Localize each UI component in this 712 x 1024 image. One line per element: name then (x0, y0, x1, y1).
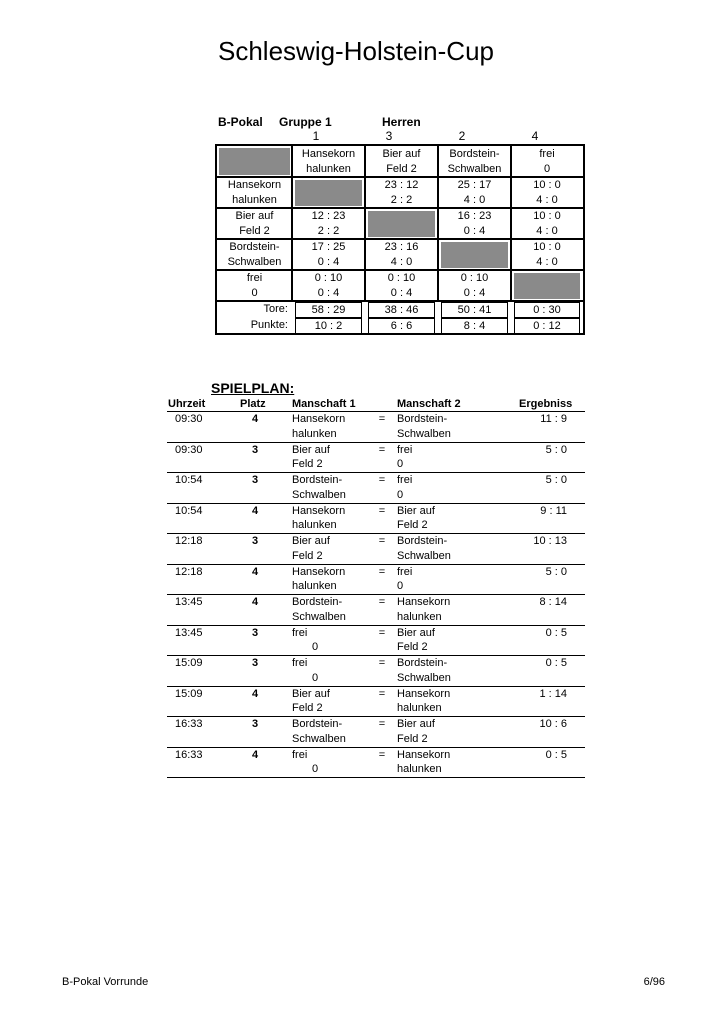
versus-sign: = (378, 504, 386, 517)
team2-line2: Schwalben (397, 427, 451, 440)
team2-line1: frei (397, 565, 413, 578)
team2-line1: Bier auf (397, 626, 435, 639)
team1-line1: frei (292, 626, 308, 639)
uhrzeit-header: Uhrzeit (168, 398, 206, 410)
punkte-value: 10 : 2 (295, 318, 362, 334)
platz-header: Platz (240, 398, 266, 410)
match-platz: 3 (251, 657, 259, 669)
match-points: 4 : 0 (463, 194, 486, 206)
match-points: 0 : 4 (463, 287, 486, 299)
team2-line2: halunken (397, 610, 442, 623)
match-points: 0 : 4 (463, 225, 486, 237)
schedule-row (167, 656, 585, 687)
team2-line1: frei (397, 443, 413, 456)
column-team-name: Feld 2 (386, 163, 417, 175)
team2-line1: Bordstein- (397, 535, 448, 547)
match-result: 5 : 0 (545, 565, 567, 578)
versus-sign: = (378, 718, 386, 730)
match-result: 1 : 14 (539, 687, 567, 700)
match-score: 10 : 0 (533, 241, 561, 253)
manschaft2-header: Manschaft 2 (397, 398, 461, 410)
match-result: 11 : 9 (540, 413, 567, 425)
tore-value: 50 : 41 (441, 302, 508, 318)
team1-line1: Bordstein- (292, 718, 343, 730)
row-team-name: Bier auf (235, 210, 274, 222)
match-points: 0 : 4 (390, 287, 413, 299)
team2-line2: Schwalben (397, 671, 451, 684)
match-platz: 3 (251, 474, 259, 486)
footer-left: B-Pokal Vorrunde (62, 976, 149, 988)
column-team-name: frei (539, 148, 555, 160)
match-points: 4 : 0 (536, 256, 558, 268)
match-platz: 3 (251, 626, 259, 639)
match-score: 0 : 10 (314, 272, 343, 284)
team2-line1: Hansekorn (397, 687, 451, 700)
match-score: 16 : 23 (457, 210, 492, 222)
grid-vline (510, 146, 512, 301)
column-number: 1 (312, 129, 320, 143)
diagonal-grey-cell (514, 273, 580, 299)
manschaft1-header: Manschaft 1 (292, 398, 356, 410)
team1-line2: halunken (292, 580, 337, 592)
schedule-row (167, 473, 585, 504)
pokal-label: B-Pokal (218, 115, 263, 129)
match-time: 15:09 (175, 657, 203, 669)
team1-line2: Schwalben (292, 488, 346, 501)
column-number: 2 (458, 129, 466, 143)
schedule-row (167, 565, 585, 596)
team2-line1: frei (397, 474, 413, 486)
column-team-name: Bier auf (382, 148, 421, 160)
match-platz: 4 (251, 504, 259, 517)
schedule-row (167, 626, 585, 657)
match-score: 0 : 10 (387, 272, 416, 284)
match-score: 10 : 0 (533, 210, 561, 222)
schedule-row (167, 748, 585, 779)
team2-line2: halunken (397, 702, 442, 714)
match-points: 4 : 0 (390, 256, 413, 268)
team1-line1: Hansekorn (292, 504, 346, 517)
grid-hline (217, 176, 583, 178)
schedule-table (167, 411, 585, 778)
match-platz: 4 (251, 687, 259, 700)
match-result: 5 : 0 (545, 443, 567, 456)
column-team-name: 0 (543, 163, 551, 175)
match-points: 4 : 0 (536, 194, 558, 206)
match-platz: 4 (251, 413, 259, 425)
punkte-label: Punkte: (250, 319, 288, 331)
versus-sign: = (378, 443, 386, 456)
column-number: 3 (385, 129, 393, 143)
team1-line2: Feld 2 (292, 702, 323, 714)
row-team-name: Hansekorn (227, 179, 282, 191)
match-points: 0 : 4 (317, 256, 340, 268)
standings-table (215, 144, 585, 335)
match-platz: 3 (251, 535, 259, 547)
spielplan-title: SPIELPLAN: (211, 380, 295, 396)
row-team-name: Feld 2 (239, 225, 270, 237)
versus-sign: = (378, 565, 386, 578)
match-time: 09:30 (175, 443, 203, 456)
team1-line2: 0 (312, 671, 319, 684)
match-score: 17 : 25 (311, 241, 346, 253)
match-result: 10 : 13 (533, 535, 567, 547)
column-team-name: halunken (306, 163, 351, 175)
row-team-name: frei (246, 272, 263, 284)
diagonal-grey-cell (295, 180, 362, 206)
match-result: 0 : 5 (545, 626, 567, 639)
match-points: 2 : 2 (317, 225, 340, 237)
tore-value: 38 : 46 (368, 302, 435, 318)
herren-label: Herren (382, 115, 421, 129)
match-result: 0 : 5 (545, 657, 567, 669)
team1-line2: halunken (292, 519, 337, 531)
match-result: 10 : 6 (539, 718, 567, 730)
match-platz: 3 (251, 718, 259, 730)
match-time: 13:45 (175, 626, 203, 639)
match-score: 25 : 17 (457, 179, 492, 191)
schedule-row (167, 412, 585, 443)
team2-line1: Bier auf (397, 718, 435, 730)
tore-label: Tore: (263, 303, 288, 315)
match-time: 16:33 (175, 718, 203, 730)
team2-line2: Feld 2 (397, 641, 428, 653)
page-title: Schleswig-Holstein-Cup (218, 36, 494, 66)
team2-line2: halunken (397, 763, 442, 775)
grid-hline (217, 207, 583, 209)
team1-line1: frei (292, 657, 308, 669)
versus-sign: = (378, 687, 386, 700)
match-points: 0 : 4 (317, 287, 340, 299)
versus-sign: = (378, 748, 386, 761)
schedule-row (167, 687, 585, 718)
versus-sign: = (378, 413, 386, 425)
tore-value: 0 : 30 (514, 302, 580, 318)
team2-line1: Hansekorn (397, 596, 451, 608)
team1-line1: Bier auf (292, 535, 330, 547)
grid-vline (437, 146, 439, 301)
team1-line2: Schwalben (292, 610, 346, 623)
team1-line2: Feld 2 (292, 549, 323, 562)
team2-line2: Feld 2 (397, 519, 428, 531)
row-team-name: halunken (232, 194, 277, 206)
team1-line2: Feld 2 (292, 458, 323, 470)
match-platz: 4 (251, 748, 259, 761)
row-team-name: Bordstein- (229, 241, 280, 253)
grid-vline (291, 146, 293, 301)
column-team-name: Schwalben (447, 163, 502, 175)
match-time: 10:54 (175, 504, 203, 517)
versus-sign: = (378, 596, 386, 608)
match-result: 5 : 0 (545, 474, 567, 486)
team1-line1: Bordstein- (292, 596, 343, 608)
schedule-row (167, 717, 585, 748)
team1-line2: halunken (292, 427, 337, 440)
match-score: 0 : 10 (460, 272, 489, 284)
row-team-name: 0 (251, 287, 258, 299)
column-team-name: Hansekorn (301, 148, 356, 160)
match-platz: 3 (251, 443, 259, 456)
row-team-name: Schwalben (227, 256, 282, 268)
match-result: 9 : 11 (540, 504, 567, 517)
team1-line2: Schwalben (292, 732, 346, 745)
match-time: 09:30 (175, 413, 203, 425)
diagonal-grey-cell (368, 211, 435, 237)
tore-value: 58 : 29 (295, 302, 362, 318)
schedule-row (167, 534, 585, 565)
team1-line1: Bier auf (292, 687, 330, 700)
match-time: 12:18 (175, 565, 203, 578)
grid-vline (364, 146, 366, 301)
punkte-value: 6 : 6 (368, 318, 435, 334)
match-time: 12:18 (175, 535, 203, 547)
team2-line1: Hansekorn (397, 748, 451, 761)
match-score: 10 : 0 (533, 179, 561, 191)
match-points: 4 : 0 (536, 225, 558, 237)
schedule-row (167, 504, 585, 535)
column-number: 4 (531, 129, 539, 143)
match-time: 16:33 (175, 748, 203, 761)
match-score: 12 : 23 (311, 210, 346, 222)
diagonal-grey-cell (441, 242, 508, 268)
match-result: 0 : 5 (545, 748, 567, 761)
versus-sign: = (378, 535, 386, 547)
team2-line1: Bordstein- (397, 413, 448, 425)
versus-sign: = (378, 626, 386, 639)
team1-line2: 0 (312, 763, 319, 775)
match-time: 15:09 (175, 687, 203, 700)
team2-line1: Bier auf (397, 504, 435, 517)
team1-line2: 0 (312, 641, 319, 653)
column-team-name: Bordstein- (449, 148, 500, 160)
punkte-value: 0 : 12 (514, 318, 580, 334)
match-points: 2 : 2 (390, 194, 413, 206)
gruppe-label: Gruppe 1 (279, 115, 332, 129)
team1-line1: Bordstein- (292, 474, 343, 486)
schedule-row (167, 595, 585, 626)
ergebniss-header: Ergebniss (519, 398, 573, 410)
match-platz: 4 (251, 596, 259, 608)
match-platz: 4 (251, 565, 259, 578)
match-time: 13:45 (175, 596, 203, 608)
team1-line1: Hansekorn (292, 565, 346, 578)
match-result: 8 : 14 (539, 596, 567, 608)
grid-hline (217, 238, 583, 240)
team2-line2: 0 (397, 458, 404, 470)
grid-hline (217, 269, 583, 271)
team2-line1: Bordstein- (397, 657, 448, 669)
team1-line1: Hansekorn (292, 413, 346, 425)
corner-grey-cell (219, 148, 290, 175)
schedule-row (167, 443, 585, 474)
versus-sign: = (378, 474, 386, 486)
team2-line2: 0 (397, 488, 404, 501)
team1-line1: frei (292, 748, 308, 761)
punkte-value: 8 : 4 (441, 318, 508, 334)
team2-line2: Feld 2 (397, 732, 428, 745)
team2-line2: Schwalben (397, 549, 451, 562)
match-score: 23 : 12 (384, 179, 419, 191)
match-time: 10:54 (175, 474, 203, 486)
team2-line2: 0 (397, 580, 404, 592)
team1-line1: Bier auf (292, 443, 330, 456)
match-score: 23 : 16 (384, 241, 419, 253)
versus-sign: = (378, 657, 386, 669)
page-number: 6/96 (643, 976, 665, 988)
